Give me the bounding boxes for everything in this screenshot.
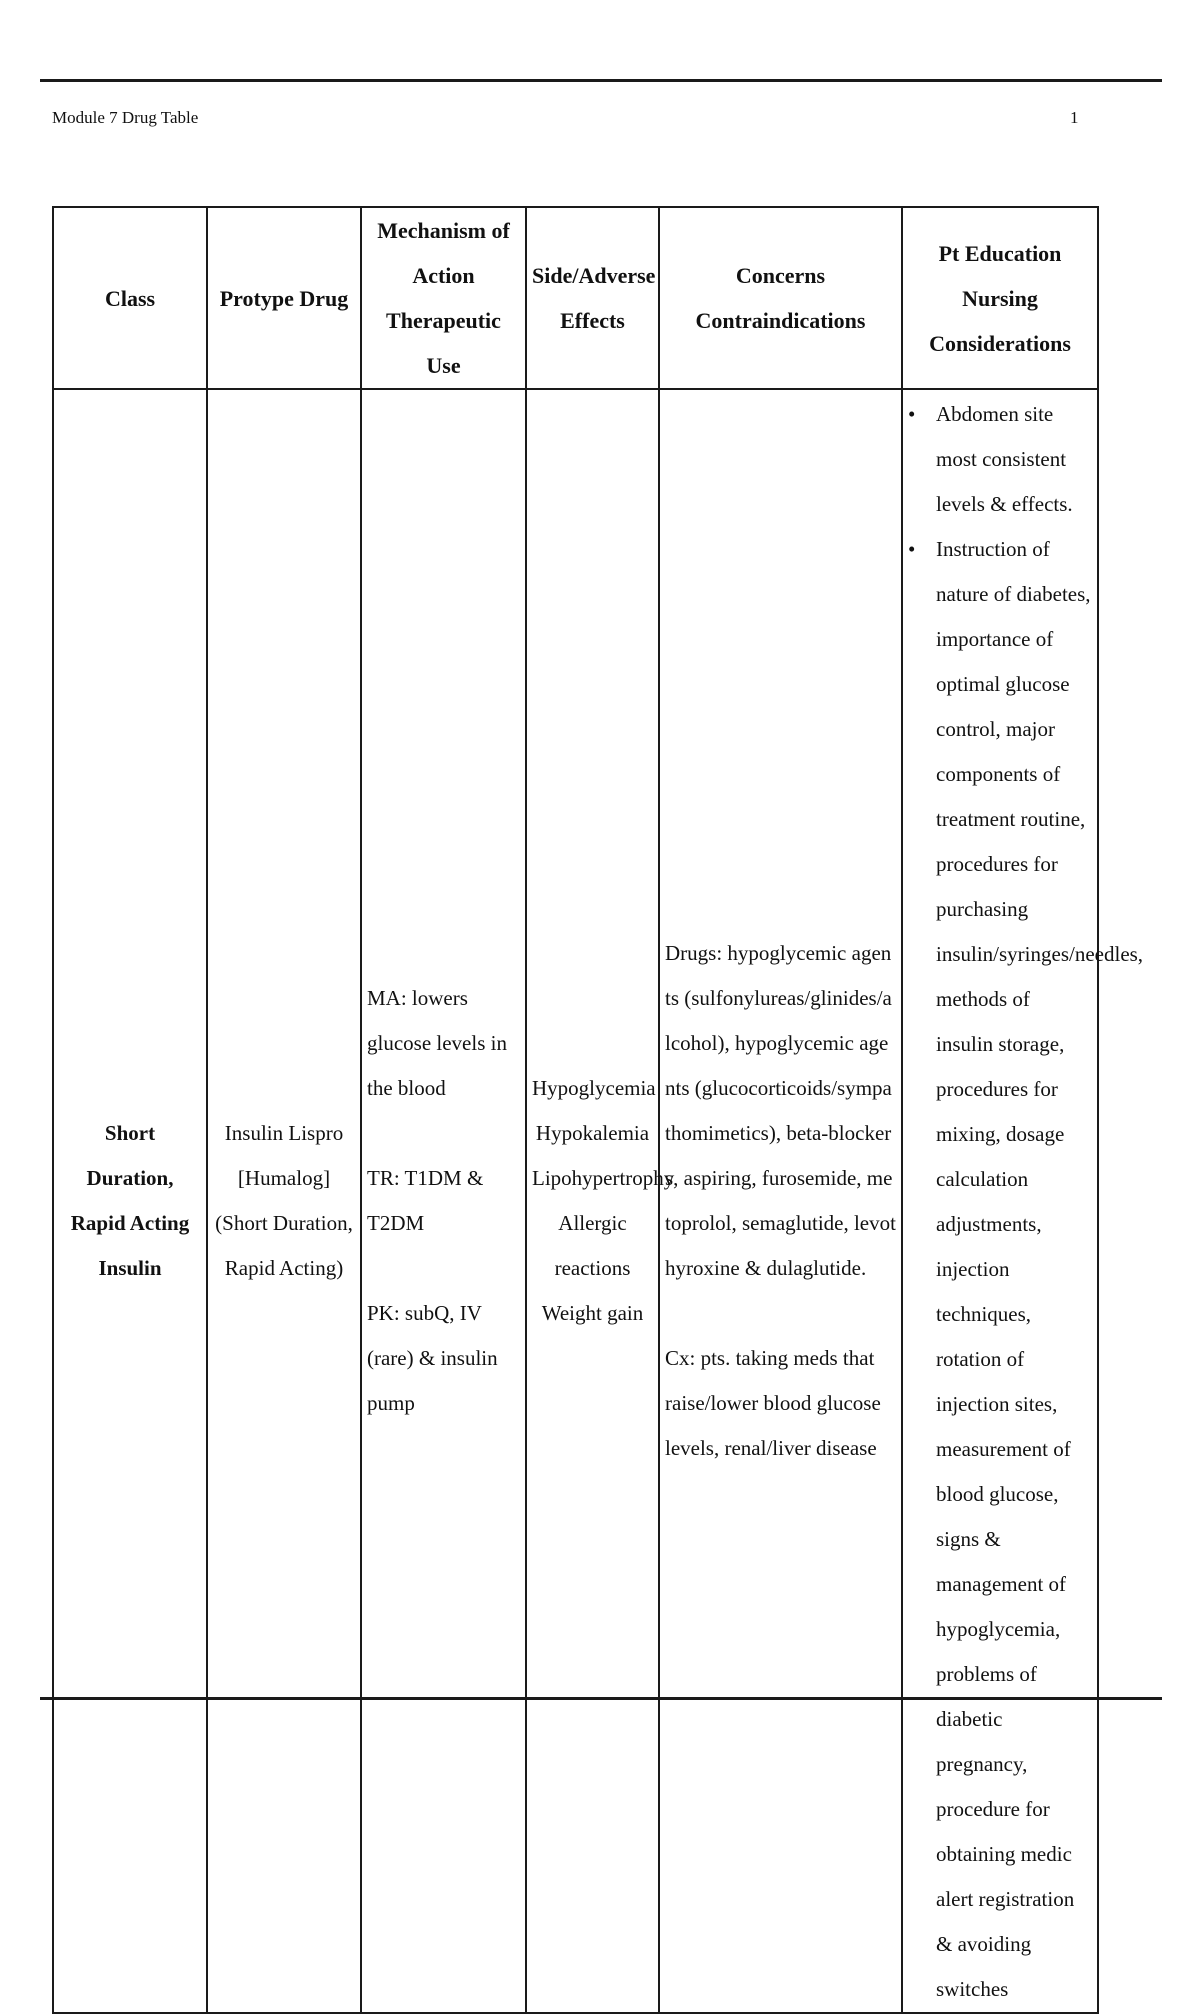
column-header-class <box>53 207 207 389</box>
education-text: Instruction of nature of diabetes, importance of optimal glucose control, major components of treatment routine, procedures for purchasing insulin/syringes/needles, methods of insulin storage, procedures for mixing, dosage calculation adjustments, injection techniques, rotation of injection sites, measurement of blood glucose, signs & management of hypoglycemia, problems of diabetic pregnancy, procedure for obtaining medic alert registration & avoiding switches <box>936 537 1144 2001</box>
column-header-concerns <box>659 207 902 389</box>
header-text: Class <box>104 285 156 311</box>
prototype-line: Insulin Lispro <box>224 1121 344 1145</box>
prototype-line: (Short Duration, <box>215 1211 353 1235</box>
running-head: Module 7 Drug Table <box>52 108 199 127</box>
header-text: Mechanism of <box>377 218 510 243</box>
column-header-prototype <box>207 207 361 389</box>
side-effect-item: Hypokalemia <box>535 1121 650 1145</box>
column-header-mechanism <box>361 207 526 389</box>
table-header-row <box>53 207 1098 389</box>
top-rule <box>40 79 1162 82</box>
list-item <box>908 392 1092 527</box>
table-row <box>53 389 1098 2013</box>
page-number: 1 <box>1070 108 1079 127</box>
side-effect-item: Weight gain <box>541 1301 644 1325</box>
bullet-icon: • <box>908 537 916 561</box>
mechanism-tr: TR: T1DM & T2DM <box>367 1166 484 1235</box>
education-list <box>908 392 1144 2012</box>
header-text: Protype Drug <box>219 285 349 311</box>
cell-prototype <box>207 389 361 2013</box>
cell-side-effects <box>526 389 675 2013</box>
concerns-drugs: Drugs: hypoglycemic agents (sulfonylureas/glinides/alcohol), hypoglycemic agents (glucocorticoids/sympathomimetics), beta-blockers, aspiring, furosemide, metoprolol, semaglutide, levothyroxine & dulaglutide. <box>665 941 896 1280</box>
drug-table <box>52 206 1144 2014</box>
mechanism-pk: PK: subQ, IV (rare) & insulin pump <box>367 1301 498 1415</box>
side-effect-item: Lipohypertrophy <box>532 1166 675 1190</box>
cell-mechanism <box>361 389 526 2013</box>
mechanism-ma: MA: lowers glucose levels in the blood <box>367 986 507 1100</box>
header-text: Concerns <box>735 263 826 288</box>
side-effect-item: Allergic reactions <box>554 1211 631 1280</box>
header-text: Therapeutic Use <box>386 308 501 378</box>
column-header-side-effects <box>526 207 659 389</box>
concerns-cx: Cx: pts. taking meds that raise/lower blood glucose levels, renal/liver disease <box>665 1346 881 1460</box>
side-effect-item: Hypoglycemia <box>532 1076 656 1100</box>
header-text: Pt Education <box>938 240 1062 266</box>
header-text: Side/Adverse <box>532 263 656 288</box>
bullet-icon: • <box>908 402 916 426</box>
prototype-line: [Humalog] <box>237 1166 331 1190</box>
header-text: Effects <box>560 308 625 333</box>
cell-class <box>53 389 207 2013</box>
list-item <box>908 527 1144 2012</box>
prototype-line: Rapid Acting) <box>224 1256 344 1280</box>
header-text: Action <box>412 263 475 288</box>
column-header-education <box>902 207 1098 389</box>
header-text: Contraindications <box>695 308 866 333</box>
cell-education <box>902 389 1144 2013</box>
header-text: Nursing Considerations <box>929 285 1071 356</box>
cell-concerns <box>659 389 902 2013</box>
education-text: Abdomen site most consistent levels & effects. <box>936 402 1073 516</box>
class-name: Short Duration, Rapid Acting Insulin <box>70 1121 190 1280</box>
